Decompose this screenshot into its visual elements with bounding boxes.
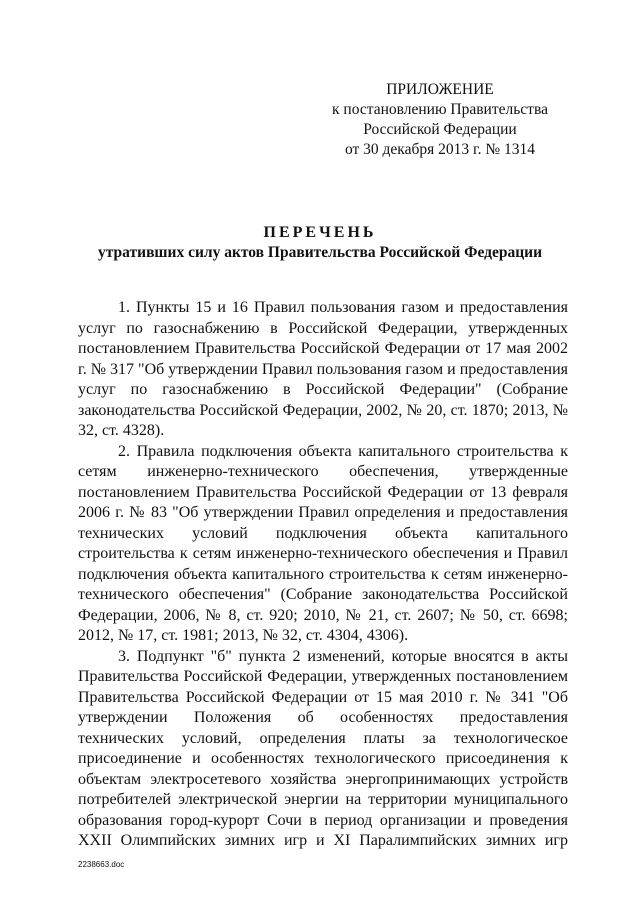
document-title: ПЕРЕЧЕНЬ bbox=[263, 224, 377, 241]
appendix-line-date-number: от 30 декабря 2013 г. № 1314 bbox=[344, 141, 536, 158]
file-name-footer: 2238663.doc bbox=[78, 860, 125, 869]
document-body bbox=[78, 298, 568, 852]
appendix-line-resolution: к постановлению Правительства bbox=[332, 101, 548, 118]
list-item-3: 3. Подпункт "б" пункта 2 изменений, которые вносятся в акты Правительства Российской Федерации, утвержденных постановлением Правительства Российской Федерации от 15 мая 2010 г. № 341 "Об утверждении Положения об особенностях предоставления технических условий, определения платы за технологическое присоединение и особенностях технологического присоединения к объектам электросетевого хозяйства энергопринимающих устройств потребителей электрической энергии на территории муниципального образования город-курорт Сочи в период организации и проведения XXII Олимпийских зимних игр и XI Паралимпийских зимних игр bbox=[78, 647, 568, 849]
appendix-label: ПРИЛОЖЕНИЕ bbox=[386, 81, 494, 98]
appendix-header bbox=[330, 80, 550, 160]
appendix-line-federation: Российской Федерации bbox=[363, 121, 517, 138]
document-subtitle: утративших силу актов Правительства Российской Федерации bbox=[98, 244, 542, 261]
list-item-1: 1. Пункты 15 и 16 Правил пользования газом и предоставления услуг по газоснабжению в Российской Федерации, утвержденных постановлением Правительства Российской Федерации от 17 мая 2002 г. № 317 "Об утверждении Правил пользования газом и предоставления услуг по газоснабжению в Российской Федерации" (Собрание законодательства Российской Федерации, 2002, № 20, ст. 1870; 2013, № 32, ст. 4328). bbox=[78, 299, 568, 439]
list-item-2: 2. Правила подключения объекта капитального строительства к сетям инженерно-технического обеспечения, утвержденные постановлением Правительства Российской Федерации от 13 февраля 2006 г. № 83 "Об утверждении Правил определения и предоставления технических условий подключения объекта капитального строительства к сетям инженерно-технического обеспечения и Правил подключения объекта капитального строительства к сетям инженерно-технического обеспечения" (Собрание законодательства Российской Федерации, 2006, № 8, ст. 920; 2010, № 21, ст. 2607; № 50, ст. 6698; 2012, № 17, ст. 1981; 2013, № 32, ст. 4304, 4306). bbox=[78, 442, 568, 644]
